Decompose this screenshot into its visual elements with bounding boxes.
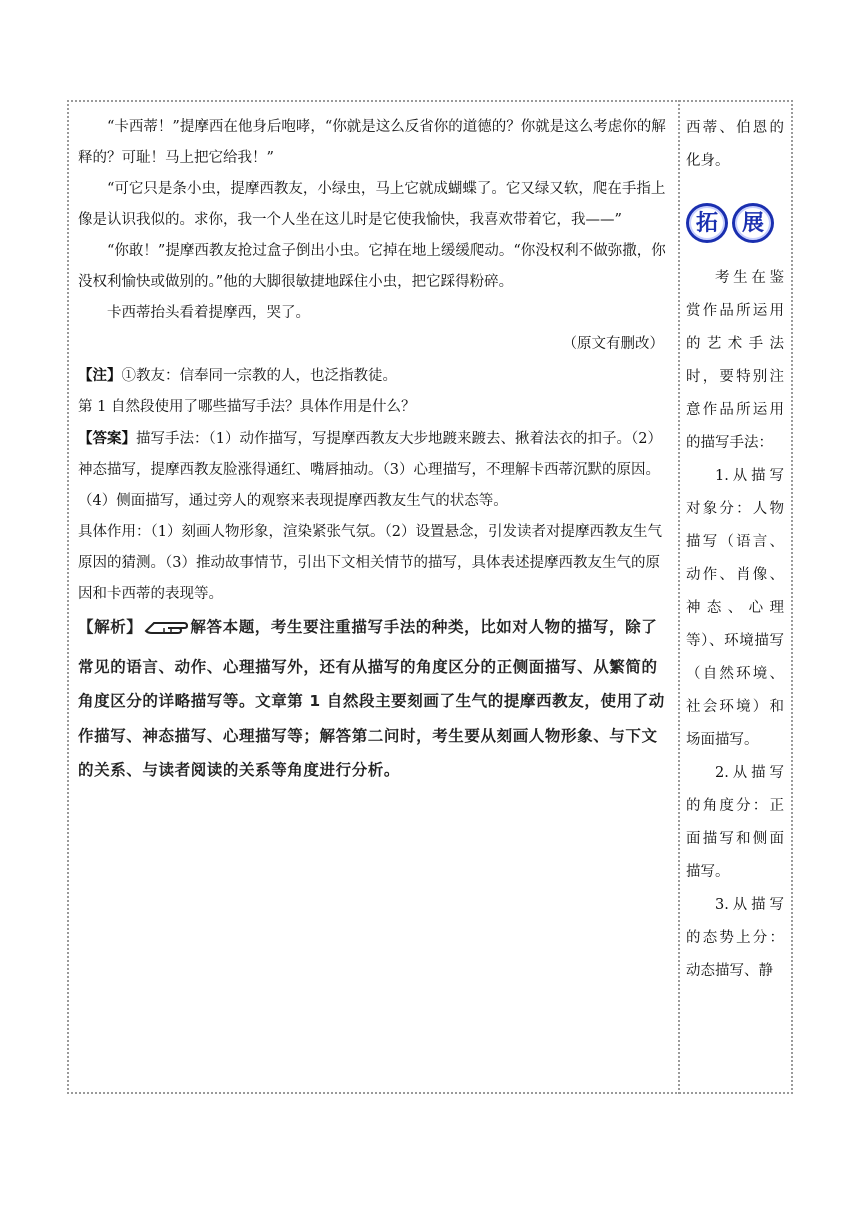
- answer-label: 【答案】: [78, 430, 136, 447]
- note-label: 【注】: [78, 367, 122, 384]
- pointing-hand-icon: [144, 615, 188, 650]
- side-column: [686, 112, 784, 988]
- story-paragraph-3: “你敢！”提摩西教友抢过盒子倒出小虫。它掉在地上缓缓爬动。“你没权利不做弥撒，你没权利愉快或做别的。”他的大脚很敏捷地踩住小虫，把它踩得粉碎。: [78, 243, 666, 290]
- side-point-3: 3.从描写的态势上分：动态描写、静: [686, 897, 784, 979]
- column-divider: [678, 100, 680, 1094]
- expand-badge-char-2: 展: [732, 203, 774, 243]
- analysis: [78, 610, 668, 788]
- story-paragraph-2: “可它只是条小虫，提摩西教友，小绿虫，马上它就成蝴蝶了。它又绿又软，爬在手指上像是认识我似的。求你，我一个人坐在这儿时是它使我愉快，我喜欢带着它，我——”: [78, 181, 666, 228]
- effect: 具体作用：（1）刻画人物形象，渲染紧张气氛。（2）设置悬念，引发读者对提摩西教友生气原因的猜测。（3）推动故事情节，引出下文相关情节的描写，具体表述提摩西教友生气的原因和卡西蒂的表现等。: [78, 524, 662, 602]
- source-note: （原文有删改）: [562, 336, 664, 352]
- story-paragraph-4: 卡西蒂抬头看着提摩西，哭了。: [107, 305, 310, 321]
- story-paragraph-1: “卡西蒂！”提摩西在他身后咆哮，“你就是这么反省你的道德的？你就是这么考虑你的解释的？可耻！马上把它给我！”: [78, 119, 666, 166]
- note-text: ①教友：信奉同一宗教的人，也泛指教徒。: [121, 368, 397, 384]
- side-point-1: 1.从描写对象分：人物描写（语言、动作、肖像、神态、心理等）、环境描写（自然环境、社会环境）和场面描写。: [686, 468, 784, 748]
- main-column: [78, 112, 668, 788]
- question: 第 1 自然段使用了哪些描写手法？具体作用是什么？: [78, 399, 416, 415]
- answer-text: 描写手法：（1）动作描写，写提摩西教友大步地踱来踱去、揪着法衣的扣子。（2）神态描写，提摩西教友脸涨得通红、嘴唇抽动。（3）心理描写，不理解卡西蒂沉默的原因。（4）侧面描写，通过旁人的观察来表现提摩西教友生气的状态等。: [78, 431, 662, 509]
- analysis-text: 解答本题，考生要注重描写手法的种类，比如对人物的描写，除了常见的语言、动作、心理描写外，还有从描写的角度区分的正侧面描写、从繁简的角度区分的详略描写等。文章第 1 自然段主要刻画了生气的提摩西教友，使用了动作描写、神态描写、心理描写等；解答第二问时，考生要从刻画人物形象、与下文的关系、与读者阅读的关系等角度进行分析。: [78, 618, 665, 779]
- expand-badge: [686, 202, 784, 244]
- side-point-2: 2.从描写的角度分：正面描写和侧面描写。: [686, 765, 784, 880]
- note-line: [78, 360, 668, 392]
- answer: [78, 423, 668, 517]
- analysis-label: 【解析】: [78, 618, 143, 636]
- side-intro: 考生在鉴赏作品所运用的艺术手法时，要特别注意作品所运用的描写手法：: [686, 270, 784, 451]
- expand-badge-char-1: 拓: [686, 203, 728, 243]
- side-top-text: 西蒂、伯恩的化身。: [686, 120, 784, 169]
